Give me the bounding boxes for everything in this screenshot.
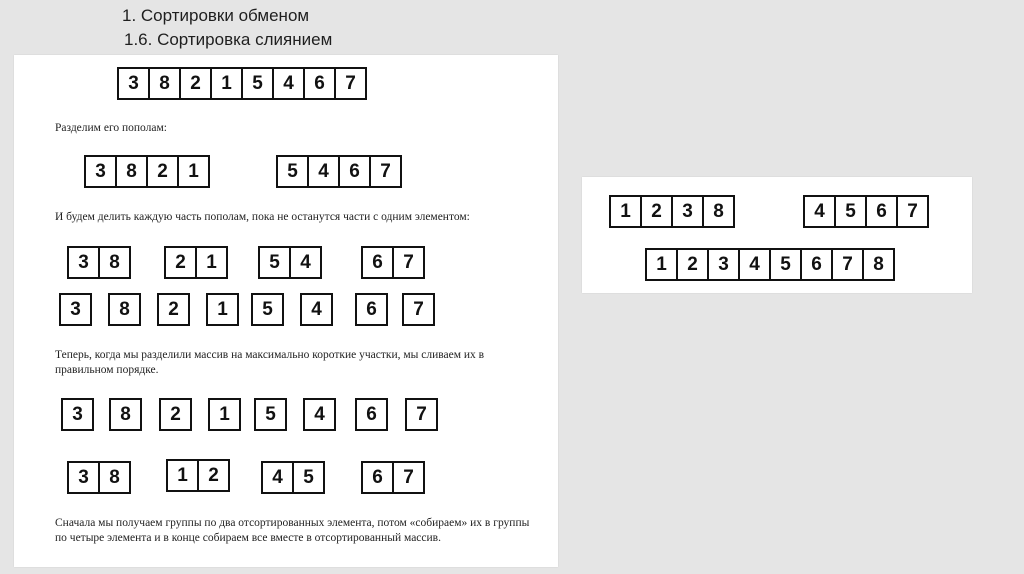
- array-cell: 3: [61, 398, 94, 431]
- array-cell: 3: [671, 195, 704, 228]
- array-cell: 3: [59, 293, 92, 326]
- array-cell: 4: [307, 155, 340, 188]
- array-cell: 5: [254, 398, 287, 431]
- array-cell: 7: [369, 155, 402, 188]
- array-cell: 5: [251, 293, 284, 326]
- array-cell: 8: [98, 461, 131, 494]
- single-cell: [254, 398, 287, 431]
- array-cell: 5: [834, 195, 867, 228]
- array-cell: 7: [896, 195, 929, 228]
- array-cell: 5: [258, 246, 291, 279]
- single-cell: [108, 293, 141, 326]
- array-cell: 3: [707, 248, 740, 281]
- array-cell: 8: [109, 398, 142, 431]
- single-cell: [59, 293, 92, 326]
- array-cell: 5: [241, 67, 274, 100]
- sorted-pair-array: [166, 459, 230, 492]
- array-cell: 6: [361, 246, 394, 279]
- sorted-pair-array: [361, 461, 425, 494]
- array-cell: 7: [392, 246, 425, 279]
- array-cell: 1: [210, 67, 243, 100]
- array-cell: 4: [300, 293, 333, 326]
- quad-array: [609, 195, 735, 228]
- section-heading: 1. Сортировки обменом: [122, 6, 310, 25]
- array-cell: 2: [159, 398, 192, 431]
- array-cell: 1: [208, 398, 241, 431]
- single-cell: [157, 293, 190, 326]
- array-cell: 6: [361, 461, 394, 494]
- array-cell: 4: [289, 246, 322, 279]
- sorted-pair-array: [67, 461, 131, 494]
- array-cell: 1: [609, 195, 642, 228]
- initial-array: [117, 67, 367, 100]
- single-cell: [251, 293, 284, 326]
- array-cell: 1: [177, 155, 210, 188]
- merged-array: [645, 248, 895, 281]
- array-cell: 5: [276, 155, 309, 188]
- array-cell: 6: [338, 155, 371, 188]
- half-array-left: [84, 155, 210, 188]
- array-cell: 8: [98, 246, 131, 279]
- array-cell: 1: [645, 248, 678, 281]
- subsection-heading: 1.6. Сортировка слиянием: [124, 30, 333, 49]
- array-cell: 8: [862, 248, 895, 281]
- array-cell: 3: [117, 67, 150, 100]
- array-cell: 1: [206, 293, 239, 326]
- text-halve: Разделим его пополам:: [55, 122, 167, 134]
- single-cell: [159, 398, 192, 431]
- single-cell: [109, 398, 142, 431]
- array-cell: 7: [334, 67, 367, 100]
- array-cell: 7: [402, 293, 435, 326]
- array-cell: 2: [179, 67, 212, 100]
- text-merge: Теперь, когда мы разделили массив на максимально короткие участки, мы сливаем их в правильном порядке.: [55, 349, 485, 376]
- array-cell: 4: [272, 67, 305, 100]
- sorted-pair-array: [261, 461, 325, 494]
- array-cell: 2: [197, 459, 230, 492]
- array-cell: 2: [157, 293, 190, 326]
- array-cell: 3: [67, 461, 100, 494]
- half-array-right: [276, 155, 402, 188]
- single-cell: [208, 398, 241, 431]
- quad-array: [803, 195, 929, 228]
- array-cell: 4: [738, 248, 771, 281]
- array-cell: 2: [146, 155, 179, 188]
- array-cell: 6: [800, 248, 833, 281]
- text-split: И будем делить каждую часть пополам, пока не останутся части с одним элементом:: [55, 211, 470, 223]
- array-cell: 2: [676, 248, 709, 281]
- single-cell: [355, 398, 388, 431]
- array-cell: 3: [67, 246, 100, 279]
- pair-array: [164, 246, 228, 279]
- array-cell: 5: [769, 248, 802, 281]
- array-cell: 7: [405, 398, 438, 431]
- array-cell: 6: [303, 67, 336, 100]
- pair-array: [258, 246, 322, 279]
- array-cell: 7: [392, 461, 425, 494]
- array-cell: 8: [108, 293, 141, 326]
- single-cell: [61, 398, 94, 431]
- array-cell: 2: [164, 246, 197, 279]
- single-cell: [206, 293, 239, 326]
- array-cell: 1: [195, 246, 228, 279]
- array-cell: 4: [803, 195, 836, 228]
- array-cell: 6: [355, 293, 388, 326]
- single-cell: [402, 293, 435, 326]
- array-cell: 4: [303, 398, 336, 431]
- array-cell: 1: [166, 459, 199, 492]
- pair-array: [361, 246, 425, 279]
- array-cell: 5: [292, 461, 325, 494]
- array-cell: 8: [148, 67, 181, 100]
- single-cell: [355, 293, 388, 326]
- array-cell: 6: [865, 195, 898, 228]
- single-cell: [300, 293, 333, 326]
- text-final: Сначала мы получаем группы по два отсортированных элемента, потом «собираем» их в группы по четыре элемента и в конце собираем все вместе в отсортированный массив.: [55, 517, 530, 544]
- single-cell: [303, 398, 336, 431]
- array-cell: 8: [702, 195, 735, 228]
- array-cell: 3: [84, 155, 117, 188]
- single-cell: [405, 398, 438, 431]
- array-cell: 4: [261, 461, 294, 494]
- array-cell: 7: [831, 248, 864, 281]
- pair-array: [67, 246, 131, 279]
- array-cell: 2: [640, 195, 673, 228]
- array-cell: 8: [115, 155, 148, 188]
- array-cell: 6: [355, 398, 388, 431]
